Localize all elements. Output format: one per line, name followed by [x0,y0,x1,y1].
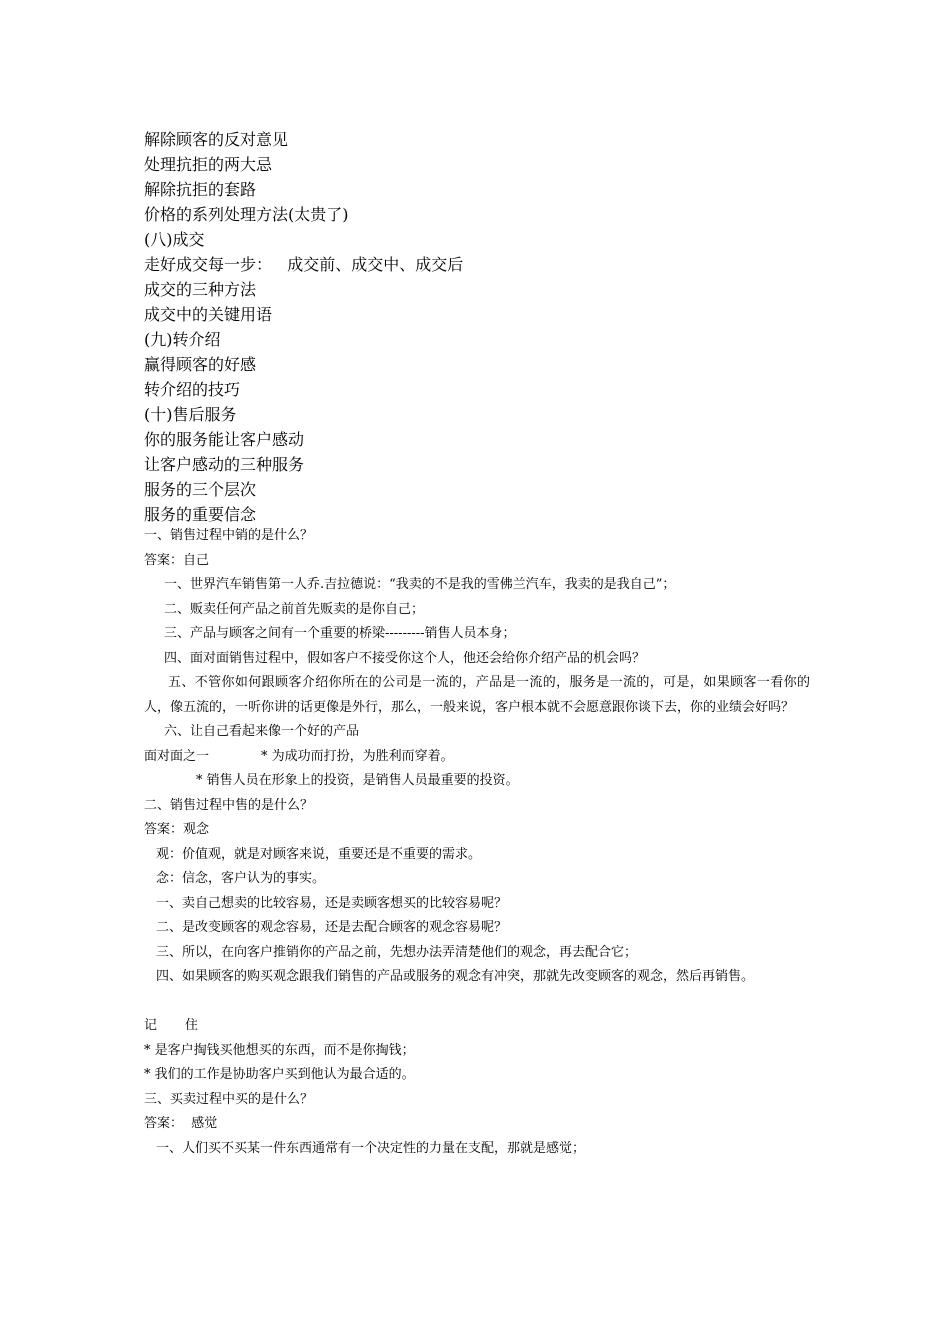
outline-line: 你的服务能让客户感动 [144,430,305,449]
remember-heading [144,1014,810,1039]
answer-line: 答案：观念 [144,822,210,837]
outline-line: 价格的系列处理方法(太贵了) [144,205,349,224]
remember-char: 住 [185,1018,199,1033]
outline-line: 处理抗拒的两大忌 [144,155,273,174]
outline-line: 解除抗拒的套路 [144,180,257,199]
face-note: * 销售人员在形象上的投资，是销售人员最重要的投资。 [196,773,519,788]
body-text [144,524,810,1161]
face-label: 面对面之一 [144,748,210,764]
question-heading: 一、销售过程中销的是什么？ [144,528,314,543]
outline-line: 解除顾客的反对意见 [144,130,289,149]
paragraph: 五、不管你如何跟顾客介绍你所在的公司是一流的，产品是一流的，服务是一流的，可是，如果顾客一看你的人，像五流的，一听你讲的话更像是外行，那么，一般来说，客户根本就不会愿意跟你谈下去，你的业绩会好吗？ [144,675,810,715]
paragraph: 一、人们买不买某一件东西通常有一个决定性的力量在支配，那就是感觉； [156,1140,586,1156]
face-to-face-row [144,745,810,770]
course-outline [144,127,824,527]
answer-line: 答案： 感觉 [144,1116,218,1131]
note-line: * 是客户掏钱买他想买的东西，而不是你掏钱； [144,1042,415,1058]
paragraph: 三、所以，在向客户推销你的产品之前，先想办法弄清楚他们的观念，再去配合它； [156,944,638,960]
paragraph: 四、面对面销售过程中，假如客户不接受你这个人，他还会给你介绍产品的机会吗？ [164,650,646,666]
outline-line: 让客户感动的三种服务 [144,455,305,474]
outline-line: 走好成交每一步： 成交前、成交中、成交后 [144,255,464,274]
paragraph: 一、世界汽车销售第一人乔.吉拉德说：“我卖的不是我的雪佛兰汽车，我卖的是我自己”； [164,577,676,592]
definition: 观：价值观，就是对顾客来说，重要还是不重要的需求。 [156,846,482,862]
definition: 念：信念，客户认为的事实。 [156,871,326,886]
outline-line: 服务的三个层次 [144,480,257,499]
note-line: * 我们的工作是协助客户买到他认为最合适的。 [144,1067,415,1082]
outline-line: 服务的重要信念 [144,505,257,524]
face-note: * 为成功而打扮，为胜利而穿着。 [261,748,454,764]
outline-line: 赢得顾客的好感 [144,355,257,374]
answer-line: 答案：自己 [144,552,210,568]
paragraph: 一、卖自己想卖的比较容易，还是卖顾客想买的比较容易呢？ [156,895,508,911]
outline-section-heading: (十)售后服务 [144,405,237,424]
question-heading: 二、销售过程中售的是什么？ [144,797,314,813]
outline-line: 成交中的关键用语 [144,305,273,324]
paragraph: 三、产品与顾客之间有一个重要的桥梁---------销售人员本身； [164,626,516,641]
remember-char: 记 [144,1018,158,1033]
outline-line: 转介绍的技巧 [144,380,241,399]
face-to-face-row [144,769,810,794]
paragraph: 二、是改变顾客的观念容易，还是去配合顾客的观念容易呢？ [156,920,508,935]
paragraph: 六、让自己看起来像一个好的产品 [164,724,360,739]
outline-section-heading: (九)转介绍 [144,330,221,349]
question-heading: 三、买卖过程中买的是什么？ [144,1091,314,1107]
paragraph: 二、贩卖任何产品之前首先贩卖的是你自己； [164,601,425,617]
outline-section-heading: (八)成交 [144,230,205,249]
paragraph: 四、如果顾客的购买观念跟我们销售的产品或服务的观念有冲突，那就先改变顾客的观念，然后再销售。 [156,969,755,984]
outline-line: 成交的三种方法 [144,280,257,299]
